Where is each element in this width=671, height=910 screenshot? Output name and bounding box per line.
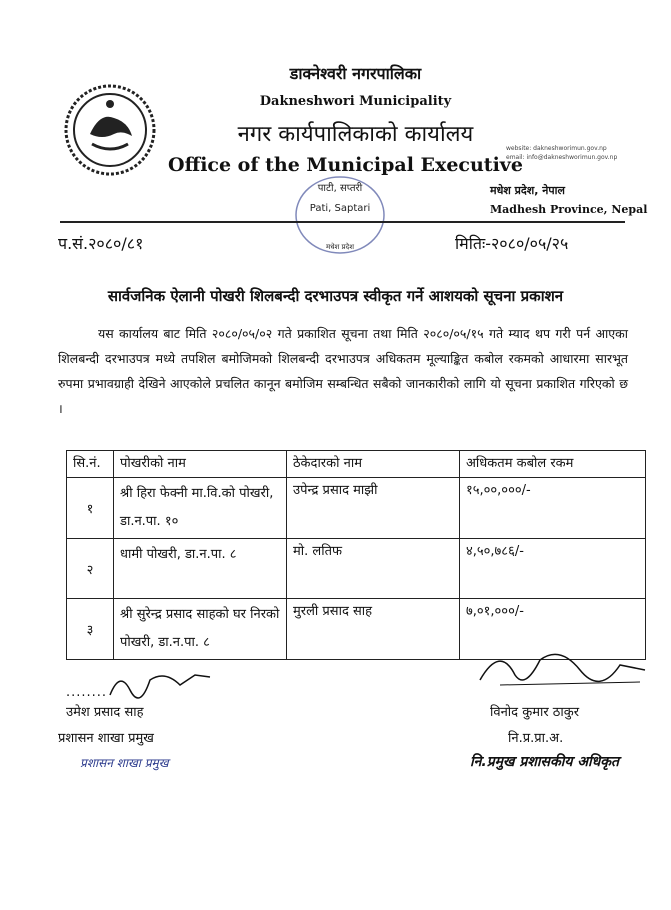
stamp-line-1: पाटी, सप्तरी (317, 183, 363, 194)
cell-pond: श्री हिरा फेक्नी मा.वि.को पोखरी, डा.न.पा. १० (114, 478, 287, 539)
col-header-pond: पोखरीको नाम (114, 451, 287, 478)
stamp-line-3: मधेश प्रदेश (326, 243, 354, 251)
right-signatory-abbr: नि.प्र.प्रा.अ. (508, 731, 564, 746)
cell-sn: १ (67, 478, 114, 539)
notice-title: सार्वजनिक ऐलानी पोखरी शिलबन्दी दरभाउपत्र स्वीकृत गर्ने आशयको सूचना प्रकाशन (107, 287, 564, 305)
table-row (67, 539, 646, 599)
left-signatory-title: प्रशासन शाखा प्रमुख (58, 731, 154, 746)
right-signature (470, 640, 650, 700)
office-stamp (290, 165, 390, 265)
col-header-amount: अधिकतम कबोल रकम (460, 451, 646, 478)
province-english: Madhesh Province, Nepal (490, 203, 648, 216)
col-header-contractor: ठेकेदारको नाम (287, 451, 460, 478)
reference-number: प.सं.२०८०/८१ (58, 234, 144, 253)
cell-sn: ३ (67, 599, 114, 660)
header-divider (60, 221, 625, 223)
bid-table (66, 450, 646, 660)
province-nepali: मधेश प्रदेश, नेपाल (490, 184, 565, 197)
municipality-name-english: Dakneshwori Municipality (259, 94, 452, 109)
office-name-nepali: नगर कार्यपालिकाको कार्यालय (237, 122, 474, 147)
cell-amount: १५,००,०००/- (460, 478, 646, 539)
website-text: website: dakneshworimun.gov.np (506, 145, 607, 152)
cell-sn: २ (67, 539, 114, 599)
cell-pond: श्री सुरेन्द्र प्रसाद साहको घर निरको पोखरी, डा.न.पा. ८ (114, 599, 287, 660)
cell-contractor: मुरली प्रसाद साह (287, 599, 460, 660)
cell-pond: धामी पोखरी, डा.न.पा. ८ (114, 539, 287, 599)
email-text: email: info@dakneshworimun.gov.np (506, 154, 618, 161)
left-signatory-name: उमेश प्रसाद साह (66, 705, 144, 720)
notice-body: यस कार्यालय बाट मिति २०८०/०५/०२ गते प्रकाशित सूचना तथा मिति २०८०/०५/१५ गते म्याद थप गरी पर्न आएका शिलबन्दी दरभाउपत्र मध्ये तपशिल बमोजिमको शिलबन्दी दरभाउपत्र अधिकतम मूल्याङ्कित कबोल रकमको आधारमा सारभूत रुपमा प्रभावग्राही देखिने आएकोले प्रचलित कानून बमोजिम सम्बन्धित सबैको जानकारीको लागि यो सूचना प्रकाशित गरिएको छ । (58, 326, 628, 416)
signature-dots: ........ (66, 685, 108, 700)
cell-contractor: मो. लतिफ (287, 539, 460, 599)
cell-contractor: उपेन्द्र प्रसाद माझी (287, 478, 460, 539)
notice-date: मितिः-२०८०/०५/२५ (455, 234, 569, 253)
office-name-english: Office of the Municipal Executive (168, 154, 523, 176)
stamp-line-2: Pati, Saptari (309, 203, 371, 214)
table-header-row (67, 451, 646, 478)
right-signatory-stamp: नि.प्रमुख प्रशासकीय अधिकृत (470, 754, 619, 770)
cell-amount: ७,०१,०००/- (460, 599, 646, 660)
cell-amount: ४,५०,७८६/- (460, 539, 646, 599)
left-signatory-stamp: प्रशासन शाखा प्रमुख (80, 756, 169, 770)
municipality-name-nepali: डाक्नेश्वरी नगरपालिका (289, 64, 422, 83)
col-header-sn: सि.नं. (67, 451, 114, 478)
table-row (67, 478, 646, 539)
right-signatory-name: विनोद कुमार ठाकुर (490, 705, 580, 720)
